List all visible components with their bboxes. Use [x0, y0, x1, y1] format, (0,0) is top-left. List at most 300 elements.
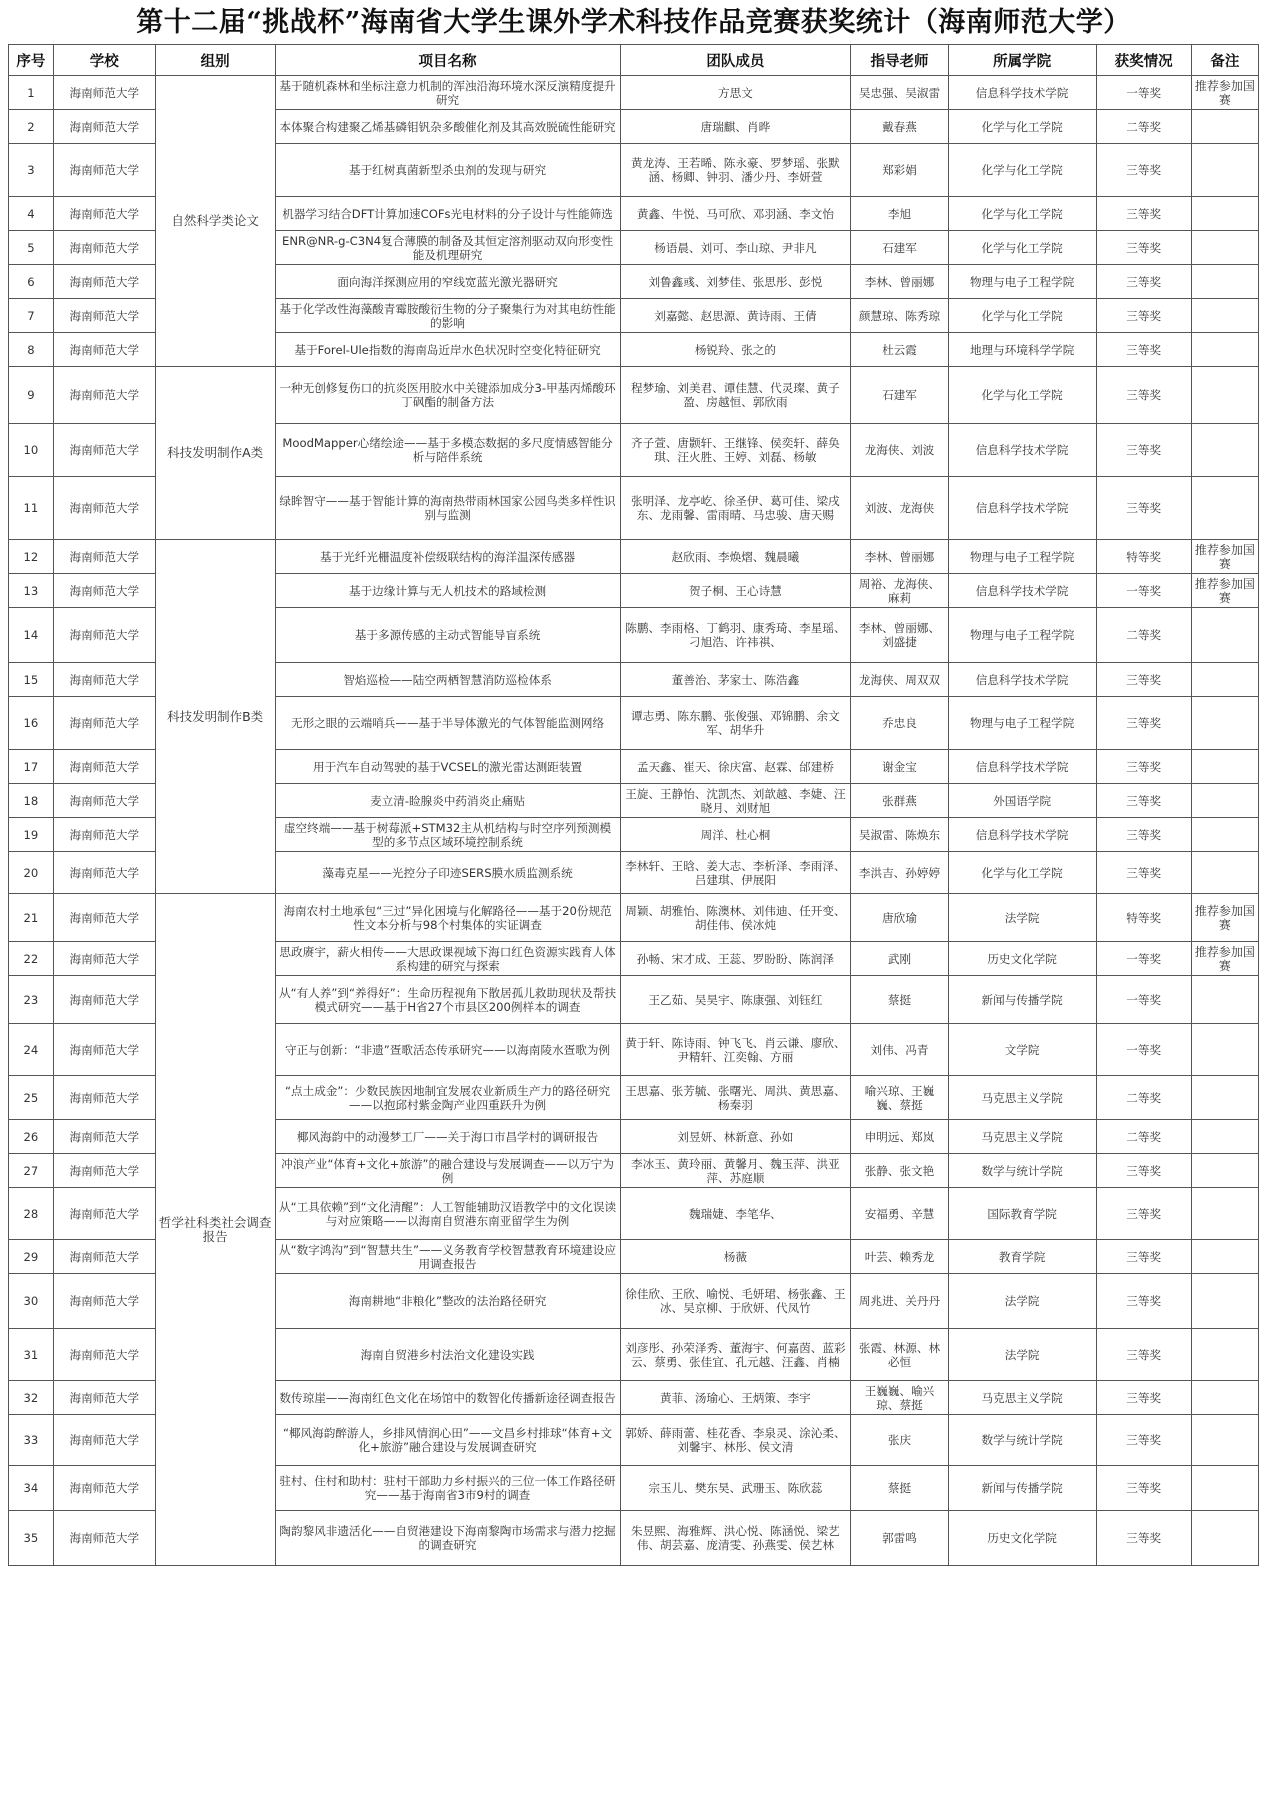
row-school: 海南师范大学: [53, 299, 155, 333]
row-no: 13: [9, 574, 54, 608]
row-no: 15: [9, 663, 54, 697]
row-team: 魏瑞婕、李笔华、: [620, 1188, 851, 1240]
row-school: 海南师范大学: [53, 144, 155, 197]
row-school: 海南师范大学: [53, 574, 155, 608]
row-college: 马克思主义学院: [948, 1120, 1096, 1154]
row-college: 新闻与传播学院: [948, 976, 1096, 1024]
row-note: [1191, 1466, 1258, 1511]
row-college: 信息科学技术学院: [948, 477, 1096, 540]
row-team: 赵欣雨、李焕熠、魏晨曦: [620, 540, 851, 574]
row-project: 基于Forel-Ule指数的海南岛近岸水色状况时空变化特征研究: [275, 333, 620, 367]
row-note: [1191, 784, 1258, 818]
row-award: 三等奖: [1096, 1511, 1191, 1566]
row-award: 三等奖: [1096, 299, 1191, 333]
row-no: 20: [9, 852, 54, 894]
row-tutor: 石建军: [851, 367, 948, 424]
row-college: 新闻与传播学院: [948, 1466, 1096, 1511]
row-college: 物理与电子工程学院: [948, 697, 1096, 750]
row-tutor: 吴忠强、吴淑雷: [851, 76, 948, 110]
row-tutor: 安福勇、辛慧: [851, 1188, 948, 1240]
row-team: 方思文: [620, 76, 851, 110]
row-tutor: 郭雷鸣: [851, 1511, 948, 1566]
row-college: 马克思主义学院: [948, 1076, 1096, 1120]
table-row: [9, 76, 1259, 110]
row-award: 三等奖: [1096, 144, 1191, 197]
row-no: 22: [9, 942, 54, 976]
row-tutor: 唐欣瑜: [851, 894, 948, 942]
table-row: [9, 367, 1259, 424]
row-no: 19: [9, 818, 54, 852]
row-tutor: 刘波、龙海侠: [851, 477, 948, 540]
row-college: 教育学院: [948, 1240, 1096, 1274]
row-school: 海南师范大学: [53, 750, 155, 784]
row-team: 黄于轩、陈诗雨、钟飞飞、肖云谦、廖欣、尹精轩、江奕翰、方丽: [620, 1024, 851, 1076]
row-project: 麦立清-睑腺炎中药消炎止痛贴: [275, 784, 620, 818]
row-no: 34: [9, 1466, 54, 1511]
row-college: 化学与化工学院: [948, 852, 1096, 894]
row-no: 2: [9, 110, 54, 144]
row-tutor: 蔡挺: [851, 1466, 948, 1511]
row-college: 数学与统计学院: [948, 1154, 1096, 1188]
row-no: 25: [9, 1076, 54, 1120]
row-college: 国际教育学院: [948, 1188, 1096, 1240]
row-project: ENR@NR-g-C3N4复合薄膜的制备及其恒定溶剂驱动双向形变性能及机理研究: [275, 231, 620, 265]
row-team: 王乙茹、吴昊宇、陈康强、刘钰红: [620, 976, 851, 1024]
row-tutor: 叶芸、赖秀龙: [851, 1240, 948, 1274]
row-college: 信息科学技术学院: [948, 818, 1096, 852]
row-note: [1191, 367, 1258, 424]
row-school: 海南师范大学: [53, 76, 155, 110]
row-team: 张明泽、龙亭屹、徐圣伊、葛可佳、梁戌东、龙雨馨、雷雨晴、马忠骏、唐天赐: [620, 477, 851, 540]
table-row: [9, 894, 1259, 942]
row-tutor: 张庆: [851, 1415, 948, 1466]
row-school: 海南师范大学: [53, 1154, 155, 1188]
row-award: 三等奖: [1096, 424, 1191, 477]
row-college: 物理与电子工程学院: [948, 540, 1096, 574]
row-team: 李林轩、王晗、姜大志、李析泽、李雨泽、吕建琪、伊展阳: [620, 852, 851, 894]
row-no: 27: [9, 1154, 54, 1188]
row-tutor: 武刚: [851, 942, 948, 976]
row-award: 特等奖: [1096, 894, 1191, 942]
row-note: 推荐参加国赛: [1191, 894, 1258, 942]
row-project: 从“工具依赖”到“文化清醒”：人工智能辅助汉语教学中的文化误读与对应策略——以海南自贸港东南亚留学生为例: [275, 1188, 620, 1240]
row-no: 11: [9, 477, 54, 540]
row-college: 信息科学技术学院: [948, 76, 1096, 110]
row-award: 二等奖: [1096, 110, 1191, 144]
row-team: 黄菲、汤瑜心、王炳策、李宇: [620, 1381, 851, 1415]
row-no: 1: [9, 76, 54, 110]
row-tutor: 张静、张文艳: [851, 1154, 948, 1188]
row-college: 马克思主义学院: [948, 1381, 1096, 1415]
row-school: 海南师范大学: [53, 976, 155, 1024]
row-no: 3: [9, 144, 54, 197]
row-no: 29: [9, 1240, 54, 1274]
row-tutor: 乔忠良: [851, 697, 948, 750]
category-cell: 哲学社科类社会调查报告: [155, 894, 275, 1566]
row-project: 藻毒克星——光控分子印迹SERS膜水质监测系统: [275, 852, 620, 894]
row-tutor: 李林、曾丽娜: [851, 265, 948, 299]
row-project: 基于光纤光栅温度补偿级联结构的海洋温深传感器: [275, 540, 620, 574]
row-college: 化学与化工学院: [948, 231, 1096, 265]
row-tutor: 谢金宝: [851, 750, 948, 784]
row-tutor: 刘伟、冯青: [851, 1024, 948, 1076]
row-award: 一等奖: [1096, 76, 1191, 110]
row-project: 驻村、住村和助村：驻村干部助力乡村振兴的三位一体工作路径研究——基于海南省3市9村的调查: [275, 1466, 620, 1511]
row-note: [1191, 1154, 1258, 1188]
row-no: 10: [9, 424, 54, 477]
row-team: 周洋、杜心桐: [620, 818, 851, 852]
row-award: 一等奖: [1096, 1024, 1191, 1076]
row-award: 三等奖: [1096, 697, 1191, 750]
row-award: 三等奖: [1096, 333, 1191, 367]
row-team: 刘嘉懿、赵思源、黄诗雨、王倩: [620, 299, 851, 333]
row-school: 海南师范大学: [53, 424, 155, 477]
row-note: [1191, 697, 1258, 750]
row-award: 三等奖: [1096, 1329, 1191, 1381]
header-no: 序号: [9, 45, 54, 76]
row-project: 本体聚合构建聚乙烯基磷钼钒杂多酸催化剂及其高效脱硫性能研究: [275, 110, 620, 144]
header-college: 所属学院: [948, 45, 1096, 76]
row-no: 33: [9, 1415, 54, 1466]
row-project: 海南农村土地承包“三过”异化困境与化解路径——基于20份规范性文本分析与98个村集体的实证调查: [275, 894, 620, 942]
row-note: [1191, 231, 1258, 265]
row-school: 海南师范大学: [53, 1024, 155, 1076]
row-award: 三等奖: [1096, 231, 1191, 265]
row-project: 思政赓宇，薪火相传——大思政课视域下海口红色资源实践育人体系构建的研究与探索: [275, 942, 620, 976]
row-school: 海南师范大学: [53, 540, 155, 574]
row-no: 9: [9, 367, 54, 424]
row-college: 信息科学技术学院: [948, 663, 1096, 697]
row-no: 8: [9, 333, 54, 367]
row-note: [1191, 608, 1258, 663]
row-school: 海南师范大学: [53, 852, 155, 894]
row-award: 二等奖: [1096, 1120, 1191, 1154]
row-project: 守正与创新：“非遗”疍歌活态传承研究——以海南陵水疍歌为例: [275, 1024, 620, 1076]
row-project: 智焰巡检——陆空两栖智慧消防巡检体系: [275, 663, 620, 697]
row-college: 化学与化工学院: [948, 110, 1096, 144]
row-no: 23: [9, 976, 54, 1024]
row-team: 李冰玉、黄玲丽、黄馨月、魏玉萍、洪亚萍、苏庭顺: [620, 1154, 851, 1188]
row-tutor: 蔡挺: [851, 976, 948, 1024]
row-tutor: 周兆进、关丹丹: [851, 1274, 948, 1329]
row-school: 海南师范大学: [53, 663, 155, 697]
row-award: 三等奖: [1096, 1240, 1191, 1274]
row-school: 海南师范大学: [53, 608, 155, 663]
row-project: 从“有人养”到“养得好”：生命历程视角下散居孤儿救助现状及帮扶模式研究——基于H省27个市县区200例样本的调查: [275, 976, 620, 1024]
row-school: 海南师范大学: [53, 697, 155, 750]
row-school: 海南师范大学: [53, 784, 155, 818]
row-project: 机器学习结合DFT计算加速COFs光电材料的分子设计与性能筛选: [275, 197, 620, 231]
row-tutor: 李洪吉、孙婷婷: [851, 852, 948, 894]
row-project: 椰风海韵中的动漫梦工厂——关于海口市昌学村的调研报告: [275, 1120, 620, 1154]
row-college: 信息科学技术学院: [948, 574, 1096, 608]
row-team: 朱昱熙、海雅辉、洪心悦、陈涵悦、梁艺伟、胡芸嘉、庞清雯、孙燕雯、侯艺林: [620, 1511, 851, 1566]
award-table: [8, 44, 1259, 1566]
row-college: 外国语学院: [948, 784, 1096, 818]
header-award: 获奖情况: [1096, 45, 1191, 76]
row-tutor: 郑彩娟: [851, 144, 948, 197]
row-school: 海南师范大学: [53, 1188, 155, 1240]
row-project: 陶韵黎风非遗活化——自贸港建设下海南黎陶市场需求与潜力挖掘的调查研究: [275, 1511, 620, 1566]
row-tutor: 李林、曾丽娜、刘盛捷: [851, 608, 948, 663]
row-team: 杨锐羚、张之的: [620, 333, 851, 367]
row-note: [1191, 110, 1258, 144]
row-team: 陈鹏、李雨格、丁鹤羽、康秀琦、李星瑶、刁旭浩、许祎祺、: [620, 608, 851, 663]
row-award: 三等奖: [1096, 265, 1191, 299]
row-school: 海南师范大学: [53, 1381, 155, 1415]
row-team: 齐子萱、唐颢轩、王继锋、侯奕轩、薛奂琪、汪火胜、王婷、刘磊、杨敏: [620, 424, 851, 477]
row-project: 绿眸智守——基于智能计算的海南热带雨林国家公园鸟类多样性识别与监测: [275, 477, 620, 540]
row-award: 三等奖: [1096, 784, 1191, 818]
row-no: 18: [9, 784, 54, 818]
row-no: 21: [9, 894, 54, 942]
row-team: 孟天鑫、崔天、徐庆富、赵霖、邰建桥: [620, 750, 851, 784]
row-team: 郭娇、薛雨蕾、桂花香、李泉灵、涂沁柔、刘馨宇、林彤、侯文清: [620, 1415, 851, 1466]
row-note: [1191, 197, 1258, 231]
header-note: 备注: [1191, 45, 1258, 76]
row-college: 法学院: [948, 1329, 1096, 1381]
header-team: 团队成员: [620, 45, 851, 76]
row-college: 法学院: [948, 1274, 1096, 1329]
row-school: 海南师范大学: [53, 265, 155, 299]
row-school: 海南师范大学: [53, 1120, 155, 1154]
row-school: 海南师范大学: [53, 110, 155, 144]
row-project: 从“数字鸿沟”到“智慧共生”——义务教育学校智慧教育环境建设应用调查报告: [275, 1240, 620, 1274]
row-tutor: 张群燕: [851, 784, 948, 818]
row-college: 信息科学技术学院: [948, 424, 1096, 477]
row-college: 历史文化学院: [948, 942, 1096, 976]
row-note: [1191, 1024, 1258, 1076]
row-project: 无形之眼的云端哨兵——基于半导体激光的气体智能监测网络: [275, 697, 620, 750]
row-tutor: 申明远、郑岚: [851, 1120, 948, 1154]
row-college: 文学院: [948, 1024, 1096, 1076]
row-no: 4: [9, 197, 54, 231]
row-note: [1191, 1511, 1258, 1566]
page-title: 第十二届“挑战杯”海南省大学生课外学术科技作品竞赛获奖统计（海南师范大学）: [136, 7, 1131, 38]
row-team: 黄鑫、牛悦、马可欣、邓羽涵、李文怡: [620, 197, 851, 231]
row-team: 刘彦彤、孙荣泽秀、董海宇、何嘉茵、蓝彩云、蔡勇、张佳宜、孔元越、汪鑫、肖楠: [620, 1329, 851, 1381]
row-no: 16: [9, 697, 54, 750]
row-note: 推荐参加国赛: [1191, 76, 1258, 110]
table-row: [9, 540, 1259, 574]
row-team: 唐瑞麒、肖晔: [620, 110, 851, 144]
row-award: 一等奖: [1096, 942, 1191, 976]
row-no: 30: [9, 1274, 54, 1329]
row-note: [1191, 1274, 1258, 1329]
table-header-row: [9, 45, 1259, 76]
row-project: 海南耕地“非粮化”整改的法治路径研究: [275, 1274, 620, 1329]
row-team: 董善治、茅家士、陈浩鑫: [620, 663, 851, 697]
row-project: 用于汽车自动驾驶的基于VCSEL的激光雷达测距装置: [275, 750, 620, 784]
row-tutor: 龙海侠、刘波: [851, 424, 948, 477]
row-college: 法学院: [948, 894, 1096, 942]
row-school: 海南师范大学: [53, 333, 155, 367]
category-cell: 科技发明制作A类: [155, 367, 275, 540]
row-award: 三等奖: [1096, 367, 1191, 424]
row-tutor: 戴春燕: [851, 110, 948, 144]
row-college: 地理与环境科学学院: [948, 333, 1096, 367]
row-note: [1191, 1240, 1258, 1274]
row-tutor: 杜云霞: [851, 333, 948, 367]
row-tutor: 颜慧琼、陈秀琼: [851, 299, 948, 333]
row-note: [1191, 976, 1258, 1024]
row-note: [1191, 1415, 1258, 1466]
row-school: 海南师范大学: [53, 818, 155, 852]
row-tutor: 李林、曾丽娜: [851, 540, 948, 574]
row-award: 一等奖: [1096, 574, 1191, 608]
row-note: [1191, 1329, 1258, 1381]
row-project: 基于化学改性海藻酸青霉胺酸衍生物的分子聚集行为对其电纺性能的影响: [275, 299, 620, 333]
row-project: “椰风海韵醉游人，乡排风情润心田”——文昌乡村排球“体育+文化+旅游”融合建设与发展调查研究: [275, 1415, 620, 1466]
row-college: 信息科学技术学院: [948, 750, 1096, 784]
row-team: 孙畅、宋才成、王蕊、罗盼盼、陈润泽: [620, 942, 851, 976]
row-note: [1191, 1381, 1258, 1415]
row-school: 海南师范大学: [53, 1274, 155, 1329]
row-award: 三等奖: [1096, 1154, 1191, 1188]
row-tutor: 张霞、林源、林必恒: [851, 1329, 948, 1381]
row-no: 35: [9, 1511, 54, 1566]
row-school: 海南师范大学: [53, 1329, 155, 1381]
row-note: [1191, 144, 1258, 197]
row-project: 一种无创修复伤口的抗炎医用胶水中关键添加成分3-甲基丙烯酸环丁砜酯的制备方法: [275, 367, 620, 424]
row-project: 海南自贸港乡村法治文化建设实践: [275, 1329, 620, 1381]
row-team: 王旋、王静怡、沈凯杰、刘歆越、李婕、汪晓月、刘财旭: [620, 784, 851, 818]
row-award: 二等奖: [1096, 1076, 1191, 1120]
row-team: 徐佳欣、王欣、喻悦、毛妍珺、杨张鑫、王冰、吴京柳、于欣妍、代凤竹: [620, 1274, 851, 1329]
row-tutor: 龙海侠、周双双: [851, 663, 948, 697]
row-college: 历史文化学院: [948, 1511, 1096, 1566]
row-team: 宗玉儿、樊东昊、武珊玉、陈欣蕊: [620, 1466, 851, 1511]
row-project: 面向海洋探测应用的窄线宽蓝光激光器研究: [275, 265, 620, 299]
row-note: [1191, 265, 1258, 299]
row-award: 三等奖: [1096, 197, 1191, 231]
row-no: 14: [9, 608, 54, 663]
row-award: 三等奖: [1096, 1381, 1191, 1415]
row-award: 三等奖: [1096, 750, 1191, 784]
row-school: 海南师范大学: [53, 1511, 155, 1566]
row-team: 黄龙涛、王若晞、陈永豪、罗梦瑶、张默涵、杨卿、钟羽、潘少丹、李妍萱: [620, 144, 851, 197]
row-award: 三等奖: [1096, 818, 1191, 852]
row-no: 32: [9, 1381, 54, 1415]
table-body: [9, 76, 1259, 1566]
category-cell: 自然科学类论文: [155, 76, 275, 367]
row-team: 周颖、胡雅怡、陈澳林、刘伟迪、任开变、胡佳伟、侯冰炖: [620, 894, 851, 942]
row-note: [1191, 1076, 1258, 1120]
row-award: 一等奖: [1096, 976, 1191, 1024]
row-project: 虚空终端——基于树莓派+STM32主从机结构与时空序列预测模型的多节点区域环境控制系统: [275, 818, 620, 852]
row-tutor: 喻兴琼、王巍巍、蔡挺: [851, 1076, 948, 1120]
row-award: 三等奖: [1096, 477, 1191, 540]
row-school: 海南师范大学: [53, 477, 155, 540]
row-college: 化学与化工学院: [948, 144, 1096, 197]
row-school: 海南师范大学: [53, 367, 155, 424]
row-project: 基于多源传感的主动式智能导盲系统: [275, 608, 620, 663]
header-school: 学校: [53, 45, 155, 76]
row-award: 二等奖: [1096, 608, 1191, 663]
row-school: 海南师范大学: [53, 1415, 155, 1466]
category-cell: 科技发明制作B类: [155, 540, 275, 894]
row-note: [1191, 663, 1258, 697]
row-note: [1191, 818, 1258, 852]
row-award: 三等奖: [1096, 1274, 1191, 1329]
row-tutor: 石建军: [851, 231, 948, 265]
row-team: 刘昱妍、林新意、孙如: [620, 1120, 851, 1154]
row-note: [1191, 1120, 1258, 1154]
header-category: 组别: [155, 45, 275, 76]
row-tutor: 吴淑雷、陈焕东: [851, 818, 948, 852]
row-team: 杨语晨、刘可、李山琼、尹非凡: [620, 231, 851, 265]
row-project: “点土成金”：少数民族因地制宜发展农业新质生产力的路径研究——以抱邱村紫金陶产业四重跃升为例: [275, 1076, 620, 1120]
row-award: 三等奖: [1096, 1466, 1191, 1511]
row-no: 31: [9, 1329, 54, 1381]
row-college: 物理与电子工程学院: [948, 265, 1096, 299]
row-project: 数传琼崖——海南红色文化在场馆中的数智化传播新途径调查报告: [275, 1381, 620, 1415]
row-school: 海南师范大学: [53, 1466, 155, 1511]
row-note: [1191, 1188, 1258, 1240]
row-award: 特等奖: [1096, 540, 1191, 574]
row-award: 三等奖: [1096, 663, 1191, 697]
row-no: 12: [9, 540, 54, 574]
row-no: 28: [9, 1188, 54, 1240]
row-project: 基于随机森林和坐标注意力机制的浑浊沿海环境水深反演精度提升研究: [275, 76, 620, 110]
row-note: [1191, 299, 1258, 333]
row-school: 海南师范大学: [53, 231, 155, 265]
row-college: 化学与化工学院: [948, 367, 1096, 424]
row-school: 海南师范大学: [53, 894, 155, 942]
row-project: 冲浪产业“体育+文化+旅游”的融合建设与发展调查——以万宁为例: [275, 1154, 620, 1188]
row-note: 推荐参加国赛: [1191, 574, 1258, 608]
row-note: [1191, 852, 1258, 894]
header-tutor: 指导老师: [851, 45, 948, 76]
row-note: [1191, 333, 1258, 367]
row-no: 7: [9, 299, 54, 333]
row-tutor: 李旭: [851, 197, 948, 231]
row-note: 推荐参加国赛: [1191, 540, 1258, 574]
row-project: MoodMapper心绪绘途——基于多模态数据的多尺度情感智能分析与陪伴系统: [275, 424, 620, 477]
row-award: 三等奖: [1096, 852, 1191, 894]
row-note: [1191, 750, 1258, 784]
row-no: 5: [9, 231, 54, 265]
row-no: 26: [9, 1120, 54, 1154]
row-college: 数学与统计学院: [948, 1415, 1096, 1466]
row-college: 化学与化工学院: [948, 197, 1096, 231]
row-college: 物理与电子工程学院: [948, 608, 1096, 663]
row-team: 刘鲁鑫彧、刘梦佳、张思彤、彭悦: [620, 265, 851, 299]
row-award: 三等奖: [1096, 1415, 1191, 1466]
row-no: 24: [9, 1024, 54, 1076]
row-no: 17: [9, 750, 54, 784]
row-project: 基于红树真菌新型杀虫剂的发现与研究: [275, 144, 620, 197]
row-team: 王思嘉、张芳毓、张曙光、周洪、黄思嘉、杨秦羽: [620, 1076, 851, 1120]
row-award: 三等奖: [1096, 1188, 1191, 1240]
header-project: 项目名称: [275, 45, 620, 76]
row-note: [1191, 477, 1258, 540]
row-project: 基于边缘计算与无人机技术的路域检测: [275, 574, 620, 608]
row-team: 谭志勇、陈东鹏、张俊强、邓锦鹏、余文军、胡华升: [620, 697, 851, 750]
row-school: 海南师范大学: [53, 197, 155, 231]
row-note: 推荐参加国赛: [1191, 942, 1258, 976]
row-school: 海南师范大学: [53, 1076, 155, 1120]
row-tutor: 周裕、龙海侠、麻莉: [851, 574, 948, 608]
row-team: 贺子桐、王心诗慧: [620, 574, 851, 608]
row-note: [1191, 424, 1258, 477]
row-tutor: 王巍巍、喻兴琼、蔡挺: [851, 1381, 948, 1415]
row-college: 化学与化工学院: [948, 299, 1096, 333]
row-team: 杨薇: [620, 1240, 851, 1274]
row-no: 6: [9, 265, 54, 299]
row-team: 程梦瑜、刘美君、谭佳慧、代灵璨、黄子盈、房越恒、郭欣雨: [620, 367, 851, 424]
row-school: 海南师范大学: [53, 1240, 155, 1274]
